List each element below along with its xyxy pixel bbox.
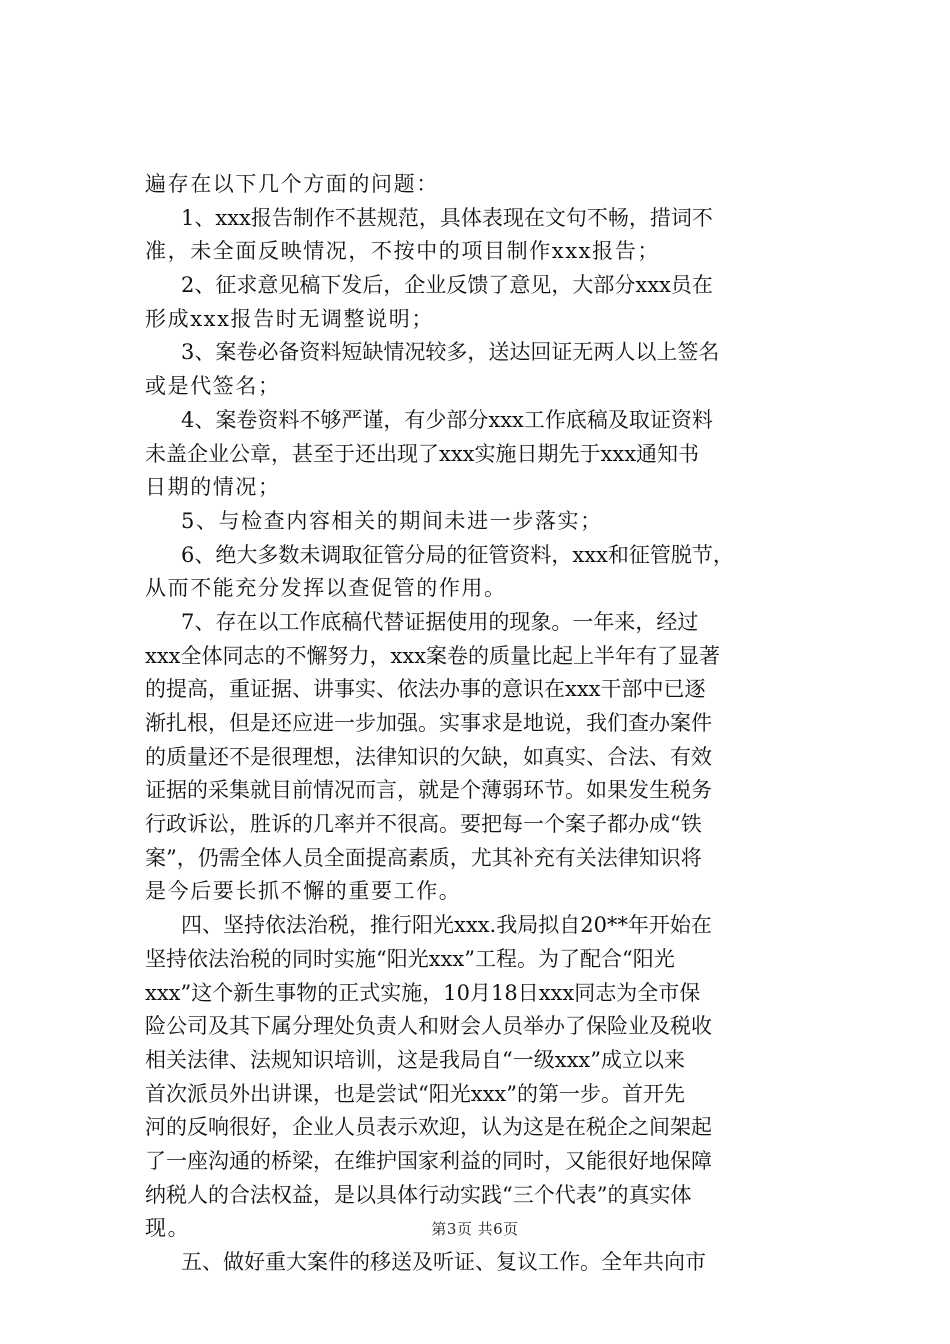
text-line: xxx”这个新生事物的正式实施，10月18日xxx同志为全市保 <box>145 980 701 1005</box>
text-line: 四、坚持依法治税，推行阳光xxx.我局拟自20**年开始在 <box>181 913 712 938</box>
text-line: 河的反响很好，企业人员表示欢迎，认为这是在税企之间架起 <box>145 1115 712 1140</box>
text-line: 五、做好重大案件的移送及听证、复议工作。全年共向市 <box>181 1250 706 1274</box>
text-line: 日期的情况； <box>145 475 281 500</box>
text-line: 是今后要长抓不懈的重要工作。 <box>145 879 462 904</box>
text-line: 行政诉讼，胜诉的几率并不很高。要把每一个案子都办成“铁 <box>145 812 702 837</box>
text-line: 遍存在以下几个方面的问题： <box>145 172 439 196</box>
text-line: 未盖企业公章，甚至于还出现了xxx实施日期先于xxx通知书 <box>145 441 700 466</box>
text-line: 3、案卷必备资料短缺情况较多，送达回证无两人以上签名 <box>181 340 720 365</box>
text-line: 7、存在以工作底稿代替证据使用的现象。一年来，经过 <box>181 609 699 634</box>
text-line: 或是代签名； <box>145 374 281 399</box>
text-line: 的质量还不是很理想，法律知识的欠缺，如真实、合法、有效 <box>145 744 712 769</box>
text-line: 相关法律、法规知识培训，这是我局自“一级xxx”成立以来 <box>145 1047 685 1072</box>
text-line: 5、与检查内容相关的期间未进一步落实； <box>181 508 603 533</box>
text-line: 4、案卷资料不够严谨，有少部分xxx工作底稿及取证资料 <box>181 407 713 432</box>
text-line: 6、绝大多数未调取征管分局的征管资料，xxx和征管脱节， <box>181 542 734 567</box>
text-line: 现。 <box>145 1216 191 1241</box>
text-line: 从而不能充分发挥以查促管的作用。 <box>145 576 507 601</box>
text-line: 渐扎根，但是还应进一步加强。实事求是地说，我们查办案件 <box>145 711 712 735</box>
document-body <box>145 168 833 1280</box>
text-line: xxx全体同志的不懈努力，xxx案卷的质量比起上半年有了显著 <box>145 643 721 668</box>
text-line: 1、xxx报告制作不甚规范，具体表现在文句不畅，措词不 <box>181 205 713 230</box>
text-line: 首次派员外出讲课，也是尝试“阳光xxx”的第一步。首开先 <box>145 1081 685 1106</box>
text-line: 的提高，重证据、讲事实、依法办事的意识在xxx干部中已逐 <box>145 677 706 702</box>
text-line: 形成xxx报告时无调整说明； <box>145 306 434 331</box>
text-line: 坚持依法治税的同时实施“阳光xxx”工程。为了配合“阳光 <box>145 946 675 971</box>
text-line: 纳税人的合法权益，是以具体行动实践“三个代表”的真实体 <box>145 1182 692 1207</box>
text-line: 准，未全面反映情况，不按中的项目制作xxx报告； <box>145 239 660 264</box>
text-line: 证据的采集就目前情况而言，就是个薄弱环节。如果发生税务 <box>145 778 712 803</box>
text-line: 险公司及其下属分理处负责人和财会人员举办了保险业及税收 <box>145 1014 712 1039</box>
text-line: 案”，仍需全体人员全面提高素质，尤其补充有关法律知识将 <box>145 845 702 870</box>
page-footer: 第3页 共6页 <box>431 1220 519 1238</box>
text-line: 2、征求意见稿下发后，企业反馈了意见，大部分xxx员在 <box>181 273 713 298</box>
text-line: 了一座沟通的桥梁，在维护国家利益的同时，又能很好地保障 <box>145 1148 712 1173</box>
